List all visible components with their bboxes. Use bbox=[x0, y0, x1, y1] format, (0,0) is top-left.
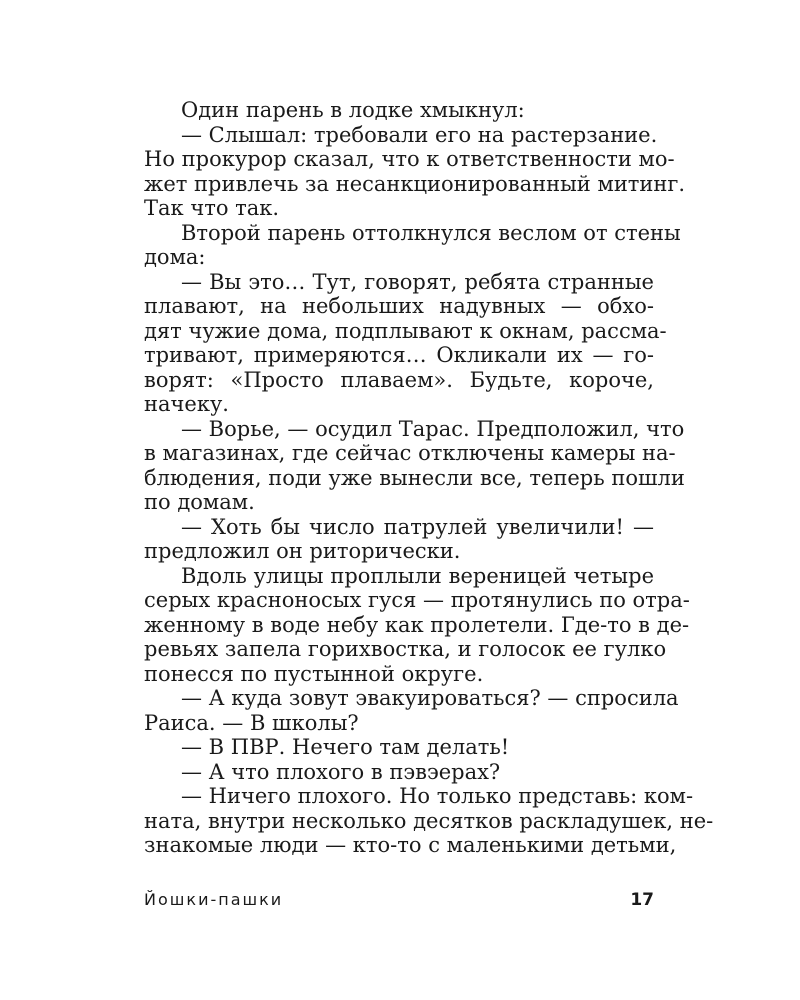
text-line: — Ворье, — осудил Тарас. Предположил, что bbox=[181, 416, 685, 441]
text-line: Второй парень оттолкнулся веслом от стены bbox=[181, 220, 681, 245]
text-line: Раиса. — В школы? bbox=[144, 710, 359, 735]
text-line: дома: bbox=[144, 245, 206, 269]
running-title: Йошки-пашки bbox=[144, 890, 284, 909]
text-line: Но прокурор сказал, что к ответственности мо- bbox=[144, 147, 675, 171]
text-line: блюдения, поди уже вынесли все, теперь пошли bbox=[144, 465, 685, 490]
text-line: — А куда зовут эвакуироваться? — спросила bbox=[181, 686, 679, 710]
text-line: Один парень в лодке хмыкнул: bbox=[181, 98, 525, 122]
text-line: жет привлечь за несанкционированный митинг. bbox=[144, 171, 686, 196]
text-line: Вдоль улицы проплыли вереницей четыре bbox=[181, 563, 654, 588]
text-line: в магазинах, где сейчас отключены камеры на- bbox=[144, 441, 676, 465]
text-line: дят чужие дома, подплывают к окнам, рассма- bbox=[144, 318, 667, 343]
text-line: женному в воде небу как пролетели. Где-то в де- bbox=[144, 612, 690, 637]
text-line: — Слышал: требовали его на растерзание. bbox=[181, 122, 658, 147]
text-line: ворят: «Просто плаваем». Будьте, короче, bbox=[144, 367, 654, 392]
text-line: плавают, на небольших надувных — обхо- bbox=[144, 294, 654, 318]
text-line: предложил он риторически. bbox=[144, 539, 461, 563]
page-number: 17 bbox=[630, 890, 654, 910]
text-line: — В ПВР. Нечего там делать! bbox=[181, 735, 510, 759]
text-line: — Вы это… Тут, говорят, ребята странные bbox=[181, 269, 654, 294]
text-line: Так что так. bbox=[144, 196, 280, 220]
text-line: знакомые люди — кто-то с маленькими детьми, bbox=[144, 833, 677, 857]
text-line: серых красноносых гуся — протянулись по отра- bbox=[144, 588, 690, 612]
text-line: — А что плохого в пэвэерах? bbox=[181, 759, 501, 784]
text-line: — Хоть бы число патрулей увеличили! — bbox=[181, 514, 654, 539]
text-line: понесся по пустынной округе. bbox=[144, 661, 484, 686]
text-line: тривают, примеряются… Окликали их — го- bbox=[144, 343, 654, 367]
page-footer bbox=[144, 890, 654, 910]
text-line: ната, внутри несколько десятков раскладушек, не- bbox=[144, 808, 714, 833]
text-line: начеку. bbox=[144, 392, 229, 416]
text-line: по домам. bbox=[144, 490, 255, 514]
book-page-text bbox=[144, 98, 714, 858]
text-line: ревьях запела горихвостка, и голосок ее гулко bbox=[144, 637, 667, 661]
text-line: — Ничего плохого. Но только представь: ком- bbox=[181, 784, 694, 808]
